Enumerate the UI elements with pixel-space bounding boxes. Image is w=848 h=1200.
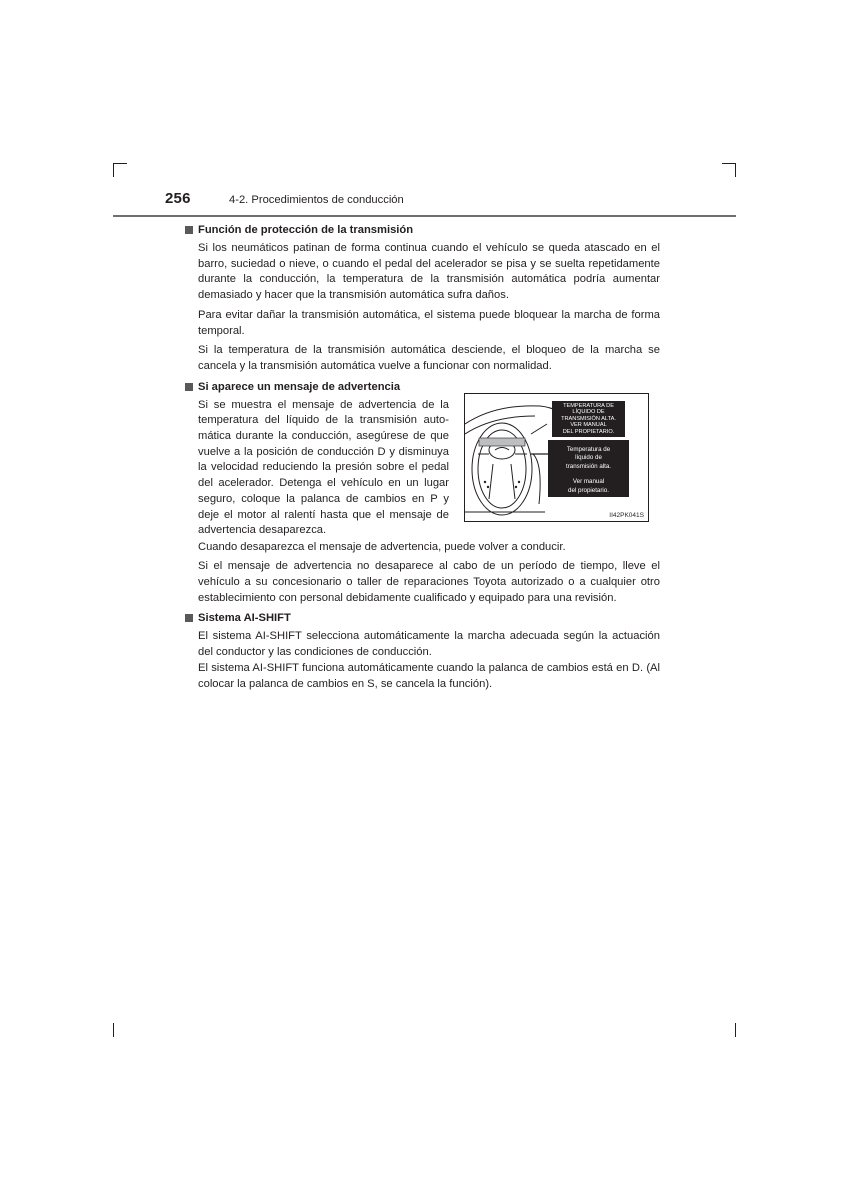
display-line: del propietario.: [568, 486, 609, 494]
display-line: transmisión alta.: [565, 462, 612, 470]
display-line: Ver manual: [572, 478, 605, 486]
paragraph: Si se muestra el mensaje de advertencia de la temperatura del líquido de la transmisión automática durante la conducción, asegúrese de que vuelve a la posición de conducción D y disminuya la velocidad reduciendo la presión sobre el pedal del acelerador. Detenga el vehículo en un lugar seguro, coloque la palanca de cambios en P y deje el motor al ralentí hasta que el mensaje de advertencia desaparezca.: [198, 398, 449, 537]
text-with-figure: [198, 398, 660, 536]
paragraph: Si los neumáticos patinan de forma continua cuando el vehículo se queda atascado en el barro, suciedad o nieve, o cuando el pedal del acelerador se pisa y se suelta repetidamente durante la conducción, la temperatura de la transmisión automática podría aumentar demasiado y hacer que la transmisión automática sufra daños.: [198, 242, 660, 302]
paragraph: Si el mensaje de advertencia no desaparece al cabo de un período de tiempo, lleve el vehículo a su concesionario o taller de reparaciones Toyota autorizado o a cualquier otro establecimiento con personal debidamente cualificado y equipado para una revisión.: [198, 560, 660, 604]
header-rule: [113, 215, 736, 217]
display-message-en: TEMPERATURA DE LÍQUIDO DE TRANSMISIÓN ALTA. VER MANUAL DEL PROPIETARIO.: [552, 401, 625, 437]
bullet-square-icon: [185, 383, 193, 391]
bullet-square-icon: [185, 226, 193, 234]
crop-mark-top-left-v: [113, 163, 114, 177]
warning-message-figure: [464, 393, 649, 522]
heading-text: Sistema AI-SHIFT: [198, 612, 291, 625]
section-heading: [185, 222, 660, 238]
paragraph: Para evitar dañar la transmisión automática, el sistema puede bloquear la marcha de forma temporal.: [198, 308, 660, 337]
heading-text: Si aparece un mensaje de advertencia: [198, 380, 401, 393]
paragraph: Cuando desaparezca el mensaje de advertencia, puede volver a conducir.: [198, 540, 566, 553]
page-content: [185, 222, 660, 696]
display-line: líquido de: [575, 454, 602, 462]
display-line: Temperatura de: [566, 445, 611, 453]
crop-mark-bottom-right: [735, 1023, 736, 1037]
section-heading: [185, 610, 660, 626]
section-title: 4-2. Procedimientos de conducción: [229, 194, 404, 206]
crop-mark-bottom-left: [113, 1023, 114, 1037]
crop-mark-top-right-h: [722, 163, 736, 164]
page-number: 256: [165, 190, 191, 207]
heading-text: Función de protección de la transmisión: [198, 224, 414, 236]
bullet-square-icon: [185, 614, 193, 622]
figure-code: II42PK041S: [609, 511, 644, 519]
crop-mark-top-right-v: [735, 163, 736, 177]
paragraph: El sistema AI-SHIFT selecciona automáticamente la marcha adecuada según la actuación del conductor y las condiciones de conducción. El sistema AI-SHIFT funciona automáticamente cuando la palanca de cambios está en D. (Al colocar la palanca de cambios en S, se cancela la función).: [198, 630, 660, 690]
crop-mark-top-left-h: [113, 163, 127, 164]
display-message-es: [548, 440, 629, 497]
paragraph: Si la temperatura de la transmisión automática desciende, el bloqueo de la marcha se cancela y la transmisión automática vuelve a funcionar con normalidad.: [198, 344, 660, 372]
